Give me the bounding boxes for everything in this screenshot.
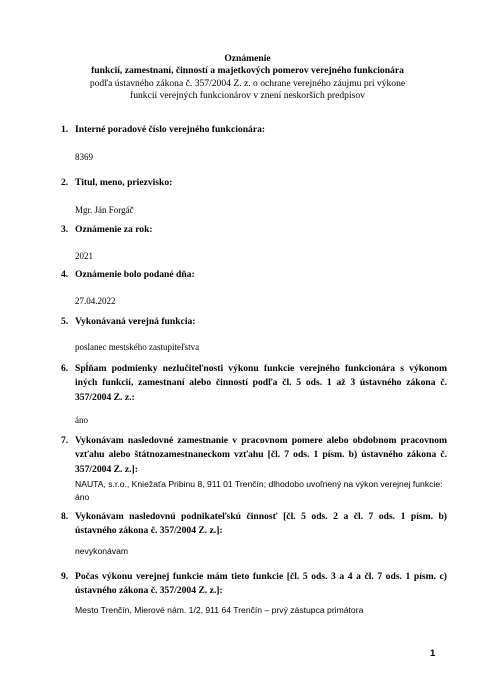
section-value: NAUTA, s.r.o., Kniežaťa Pribinu 8, 911 01 Trenčín; dlhodobo uvoľnený na výkon verejnej funkcie: áno <box>75 479 443 503</box>
section-title: Vykonávaná verejná funkcia: <box>75 316 196 327</box>
section-number: 6. <box>61 363 69 374</box>
section-value: Mgr. Ján Forgáč <box>75 205 134 215</box>
section-value: Mesto Trenčín, Mierové nám. 1/2, 911 64 Trenčín – prvý zástupca primátora <box>75 605 364 615</box>
section-number: 5. <box>61 316 69 327</box>
section-number: 1. <box>61 124 69 135</box>
section-title: Oznámenie za rok: <box>75 224 153 235</box>
header-law-line: podľa ústavného zákona č. 357/2004 Z. z. o ochrane verejného záujmu pri výkone <box>89 77 406 89</box>
section-value: 2021 <box>75 251 93 261</box>
section-number: 2. <box>61 177 69 188</box>
section-number: 9. <box>61 571 69 582</box>
section-value: 8369 <box>75 152 93 162</box>
section-number: 7. <box>61 435 69 446</box>
section-value: poslanec mestského zastupiteľstva <box>75 342 200 352</box>
page-number: 1 <box>430 648 436 659</box>
section-title: Oznámenie bolo podané dňa: <box>75 269 195 280</box>
section-value: 27.04.2022 <box>75 296 116 306</box>
section-number: 8. <box>61 511 69 522</box>
section-number: 3. <box>61 224 69 235</box>
section-title: Titul, meno, priezvisko: <box>75 177 173 188</box>
header-subtitle: funkcií, zamestnaní, činností a majetkových pomerov verejného funkcionára <box>91 65 404 77</box>
section-title: Spĺňam podmienky nezlučiteľnosti výkonu funkcie verejného funkcionára s výkonom iných funkcií, zamestnaní alebo činností podľa čl. 5 ods. 1 až 3 ústavného zákona č. 357/2004 Z. z.: <box>75 363 447 403</box>
section-title: Interné poradové číslo verejného funkcionára: <box>75 124 266 135</box>
section-title: Vykonávam nasledovnú podnikateľskú činnosť [čl. 5 ods. 2 a čl. 7 ods. 1 písm. b) ústavného zákona č. 357/2004 Z. z.]: <box>75 511 447 537</box>
section-value: nevykonávam <box>75 546 129 556</box>
header-title: Oznámenie <box>224 53 271 64</box>
section-number: 4. <box>61 269 69 280</box>
header-law-line-2: funkcií verejných funkcionárov v znení neskorších predpisov <box>130 90 365 102</box>
section-title: Počas výkonu verejnej funkcie mám tieto funkcie [čl. 5 ods. 3 a 4 a čl. 7 ods. 1 písm. c) ústavného zákona č. 357/2004 Z. z.]: <box>75 571 447 597</box>
document-header <box>60 53 435 103</box>
section-title: Vykonávam nasledovné zamestnanie v pracovnom pomere alebo obdobnom pracovnom vzťahu alebo štátnozamestnaneckom vzťahu [čl. 7 ods. 1 písm. b) ústavného zákona č. 357/2004 Z. z.]: <box>75 435 447 475</box>
section-value: áno <box>75 415 88 425</box>
